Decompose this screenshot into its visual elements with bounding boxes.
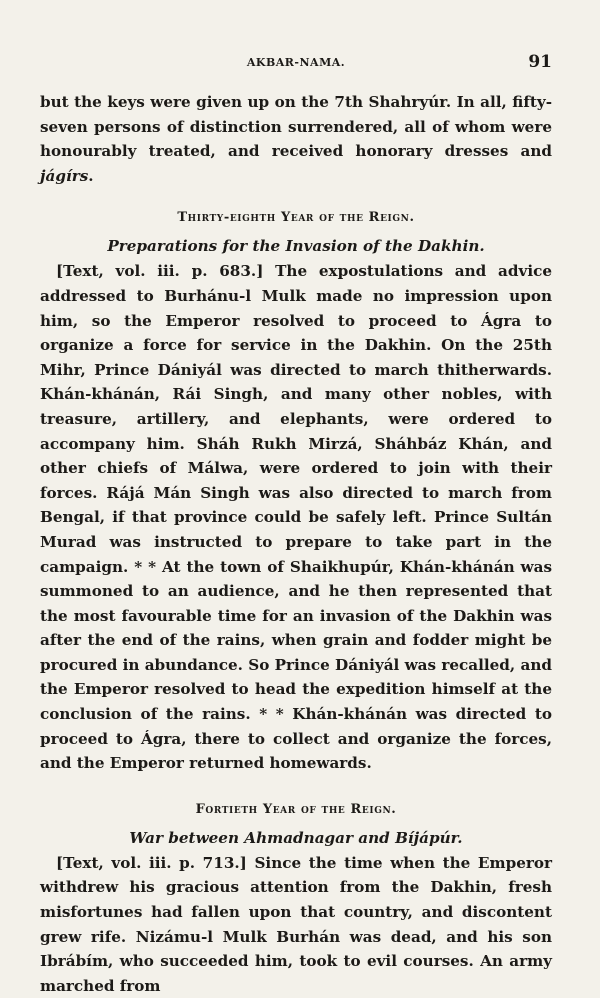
section-heading-40th-year: Fortieth Year of the Reign. xyxy=(195,801,397,817)
running-head xyxy=(40,52,552,76)
page-number: 91 xyxy=(528,52,552,72)
subheading-preparations: Preparations for the Invasion of the Dakhin. xyxy=(107,237,485,256)
opening-end: . xyxy=(88,166,94,185)
opening-paragraph xyxy=(40,90,552,188)
section-heading-38th-year: Thirty-eighth Year of the Reign. xyxy=(177,210,415,226)
subheading-war: War between Ahmadnagar and Bíjápúr. xyxy=(129,828,463,847)
opening-text: but the keys were given up on the 7th Shahryúr. In all, fifty-seven persons of distinction surrendered, all of whom were honourably treated, and received honorary dresses and xyxy=(40,93,552,161)
running-title: AKBAR-NAMA. xyxy=(246,56,346,69)
paragraph-preparations: [Text, vol. iii. p. 683.] The expostulations and advice addressed to Burhánu-l Mulk made no impression upon him, so the Emperor resolved to proceed to Ágra to organize a force for service in the Dakhin. On the 25th Mihr, Prince Dániyál was directed to march thitherwards. Khán-khánán, Rái Singh, and many other nobles, with treasure, artillery, and elephants, were ordered to accompany him. Sháh Rukh Mirzá, Sháhbáz Khán, and other chiefs of Málwa, were ordered to join with their forces. Rájá Mán Singh was also directed to march from Bengal, if that province could be safely left. Prince Sultán Murad was instructed to prepare to take part in the campaign. * * At the town of Shaikhupúr, Khán-khánán was summoned to an audience, and he then represented that the most favourable time for an invasion of the Dakhin was after the end of the rains, when grain and fodder might be procured in abundance. So Prince Dániyál was recalled, and the Emperor resolved to head the expedition himself at the conclusion of the rains. * * Khán-khánán was directed to proceed to Ágra, there to collect and organize the forces, and the Emperor returned homewards. xyxy=(40,262,553,773)
paragraph-war: [Text, vol. iii. p. 713.] Since the time when the Emperor withdrew his gracious attention from the Dakhin, fresh misfortunes had fallen upon that country, and discontent grew rife. Nizámu-l Mulk Burhán was dead, and his son Ibrábím, who succeeded him, took to evil courses. An army marched from xyxy=(40,853,552,995)
jagirs-term: jágírs xyxy=(40,166,89,185)
